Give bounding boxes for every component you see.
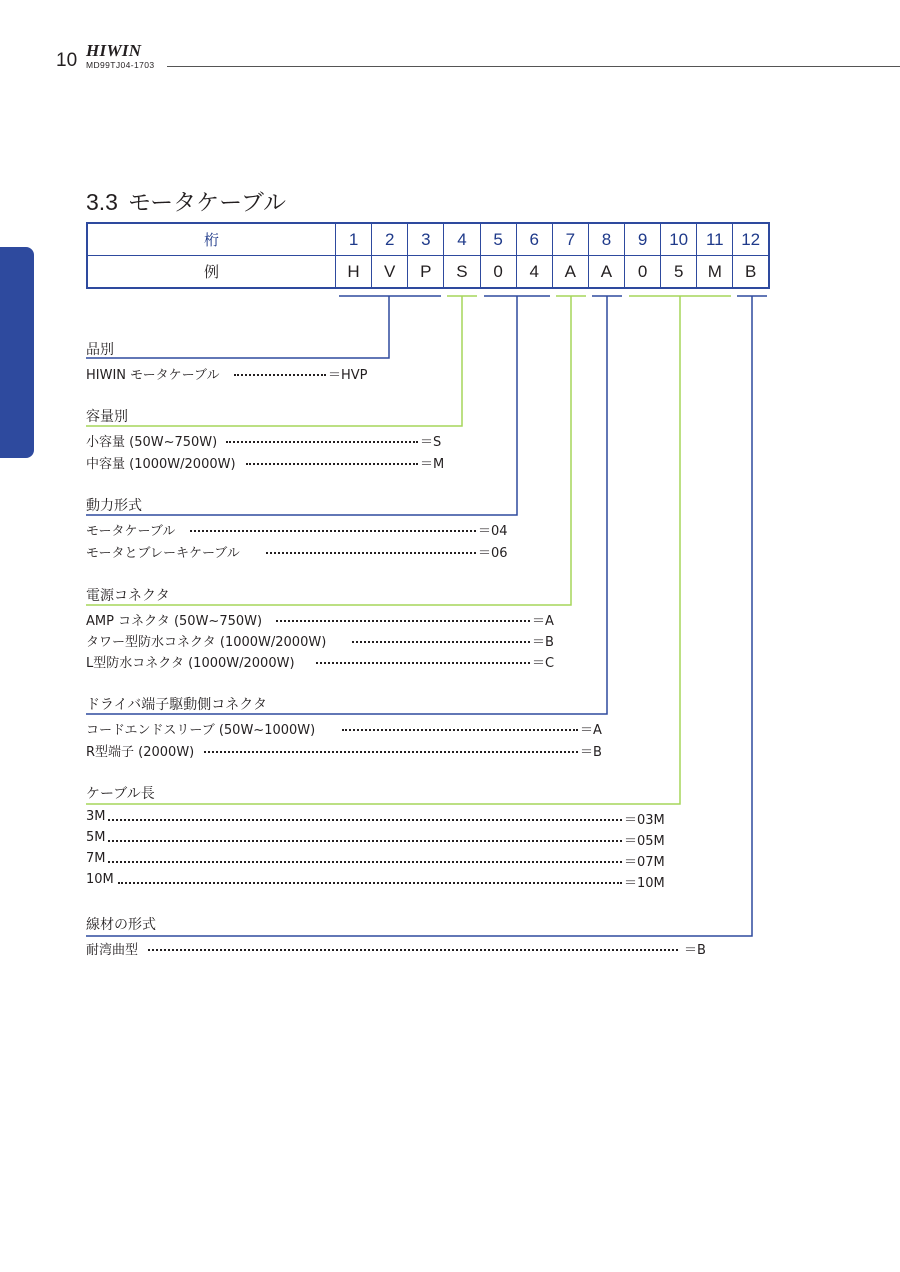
entry-label: HIWIN モータケーブル <box>86 364 220 383</box>
digit-cell: 12 <box>733 223 769 256</box>
digit-cell: 7 <box>552 223 588 256</box>
dot-leader <box>148 949 678 951</box>
group-title-capacity: 容量別 <box>86 409 128 425</box>
example-cell: 5 <box>661 256 697 289</box>
connector-power <box>86 296 517 515</box>
dot-leader <box>226 441 418 443</box>
entry-value: ＝B <box>578 741 602 760</box>
entry-value: ＝10M <box>622 872 665 891</box>
list-item <box>86 453 446 471</box>
connector-capacity <box>86 296 462 426</box>
dot-leader <box>352 641 530 643</box>
list-item <box>86 851 676 869</box>
digit-cell: 5 <box>480 223 516 256</box>
dot-leader <box>108 840 622 842</box>
list-item <box>86 872 676 890</box>
entry-label: 3M <box>86 809 106 824</box>
entry-value: ＝M <box>418 453 444 472</box>
list-item <box>86 364 376 382</box>
entry-value: ＝HVP <box>326 364 368 383</box>
example-cell: S <box>444 256 480 289</box>
entry-label: L型防水コネクタ (1000W/2000W) <box>86 652 296 671</box>
example-cell: 0 <box>625 256 661 289</box>
example-cell: A <box>588 256 624 289</box>
list-item <box>86 741 616 759</box>
list-item <box>86 520 516 538</box>
group-title-driver-connector: ドライバ端子駆動側コネクタ <box>86 697 268 713</box>
example-cell: B <box>733 256 769 289</box>
dot-leader <box>266 552 476 554</box>
group-title-product: 品別 <box>86 342 114 358</box>
entry-label: モータとブレーキケーブル <box>86 542 241 561</box>
entry-label: R型端子 (2000W) <box>86 741 195 760</box>
entry-label: 10M <box>86 872 114 887</box>
list-item <box>86 830 676 848</box>
entry-value: ＝S <box>418 431 441 450</box>
digit-cell: 9 <box>625 223 661 256</box>
example-cell: A <box>552 256 588 289</box>
digit-cell: 6 <box>516 223 552 256</box>
dot-leader <box>316 662 530 664</box>
list-item <box>86 631 566 649</box>
entry-label: 5M <box>86 830 106 845</box>
example-cell: M <box>697 256 733 289</box>
dot-leader <box>118 882 622 884</box>
entry-label: 7M <box>86 851 106 866</box>
section-title-text: モータケーブル <box>127 190 286 216</box>
digit-cell: 8 <box>588 223 624 256</box>
dot-leader <box>342 729 578 731</box>
entry-value: ＝A <box>530 610 554 629</box>
entry-value: ＝04 <box>476 520 508 539</box>
entry-value: ＝C <box>530 652 554 671</box>
example-cell: 0 <box>480 256 516 289</box>
digit-cell: 3 <box>408 223 444 256</box>
entry-label: コードエンドスリーブ (50W~1000W) <box>86 719 316 738</box>
entry-value: ＝07M <box>622 851 665 870</box>
list-item <box>86 542 516 560</box>
example-cell: H <box>336 256 372 289</box>
digit-cell: 2 <box>372 223 408 256</box>
entry-label: 中容量 (1000W/2000W) <box>86 453 237 472</box>
entry-value: ＝A <box>578 719 602 738</box>
list-item <box>86 431 446 449</box>
document-code: MD99TJ04-1703 <box>86 60 155 70</box>
entry-value: ＝05M <box>622 830 665 849</box>
group-title-power-type: 動力形式 <box>86 498 142 514</box>
dot-leader <box>108 861 622 863</box>
dot-leader <box>246 463 418 465</box>
entry-value: ＝B <box>530 631 554 650</box>
connector-product <box>86 296 389 358</box>
example-cell: 4 <box>516 256 552 289</box>
digit-row-label: 桁 <box>87 223 336 256</box>
entry-value: ＝06 <box>476 542 508 561</box>
digit-cell: 4 <box>444 223 480 256</box>
digit-cell: 11 <box>697 223 733 256</box>
page-number: 10 <box>56 50 78 71</box>
dot-leader <box>234 374 326 376</box>
example-cell: P <box>408 256 444 289</box>
brand-logo: HIWIN <box>86 41 142 60</box>
entry-value: ＝03M <box>622 809 665 828</box>
group-title-wire-type: 線材の形式 <box>86 917 156 933</box>
entry-label: AMP コネクタ (50W~750W) <box>86 610 263 629</box>
dot-leader <box>276 620 530 622</box>
example-cell: V <box>372 256 408 289</box>
list-item <box>86 652 566 670</box>
dot-leader <box>204 751 578 753</box>
entry-value: ＝B <box>682 939 706 958</box>
entry-label: タワー型防水コネクタ (1000W/2000W) <box>86 631 327 650</box>
digit-cell: 1 <box>336 223 372 256</box>
entry-label: 小容量 (50W~750W) <box>86 431 218 450</box>
list-item <box>86 719 616 737</box>
list-item <box>86 809 676 827</box>
digit-cell: 10 <box>661 223 697 256</box>
dot-leader <box>190 530 476 532</box>
list-item <box>86 939 726 957</box>
section-number: 3.3 <box>86 189 118 215</box>
list-item <box>86 610 566 628</box>
group-title-power-connector: 電源コネクタ <box>86 588 170 604</box>
dot-leader <box>108 819 622 821</box>
example-row-label: 例 <box>87 256 336 289</box>
entry-label: モータケーブル <box>86 520 176 539</box>
group-title-cable-length: ケーブル長 <box>86 786 155 802</box>
entry-label: 耐湾曲型 <box>86 939 139 958</box>
